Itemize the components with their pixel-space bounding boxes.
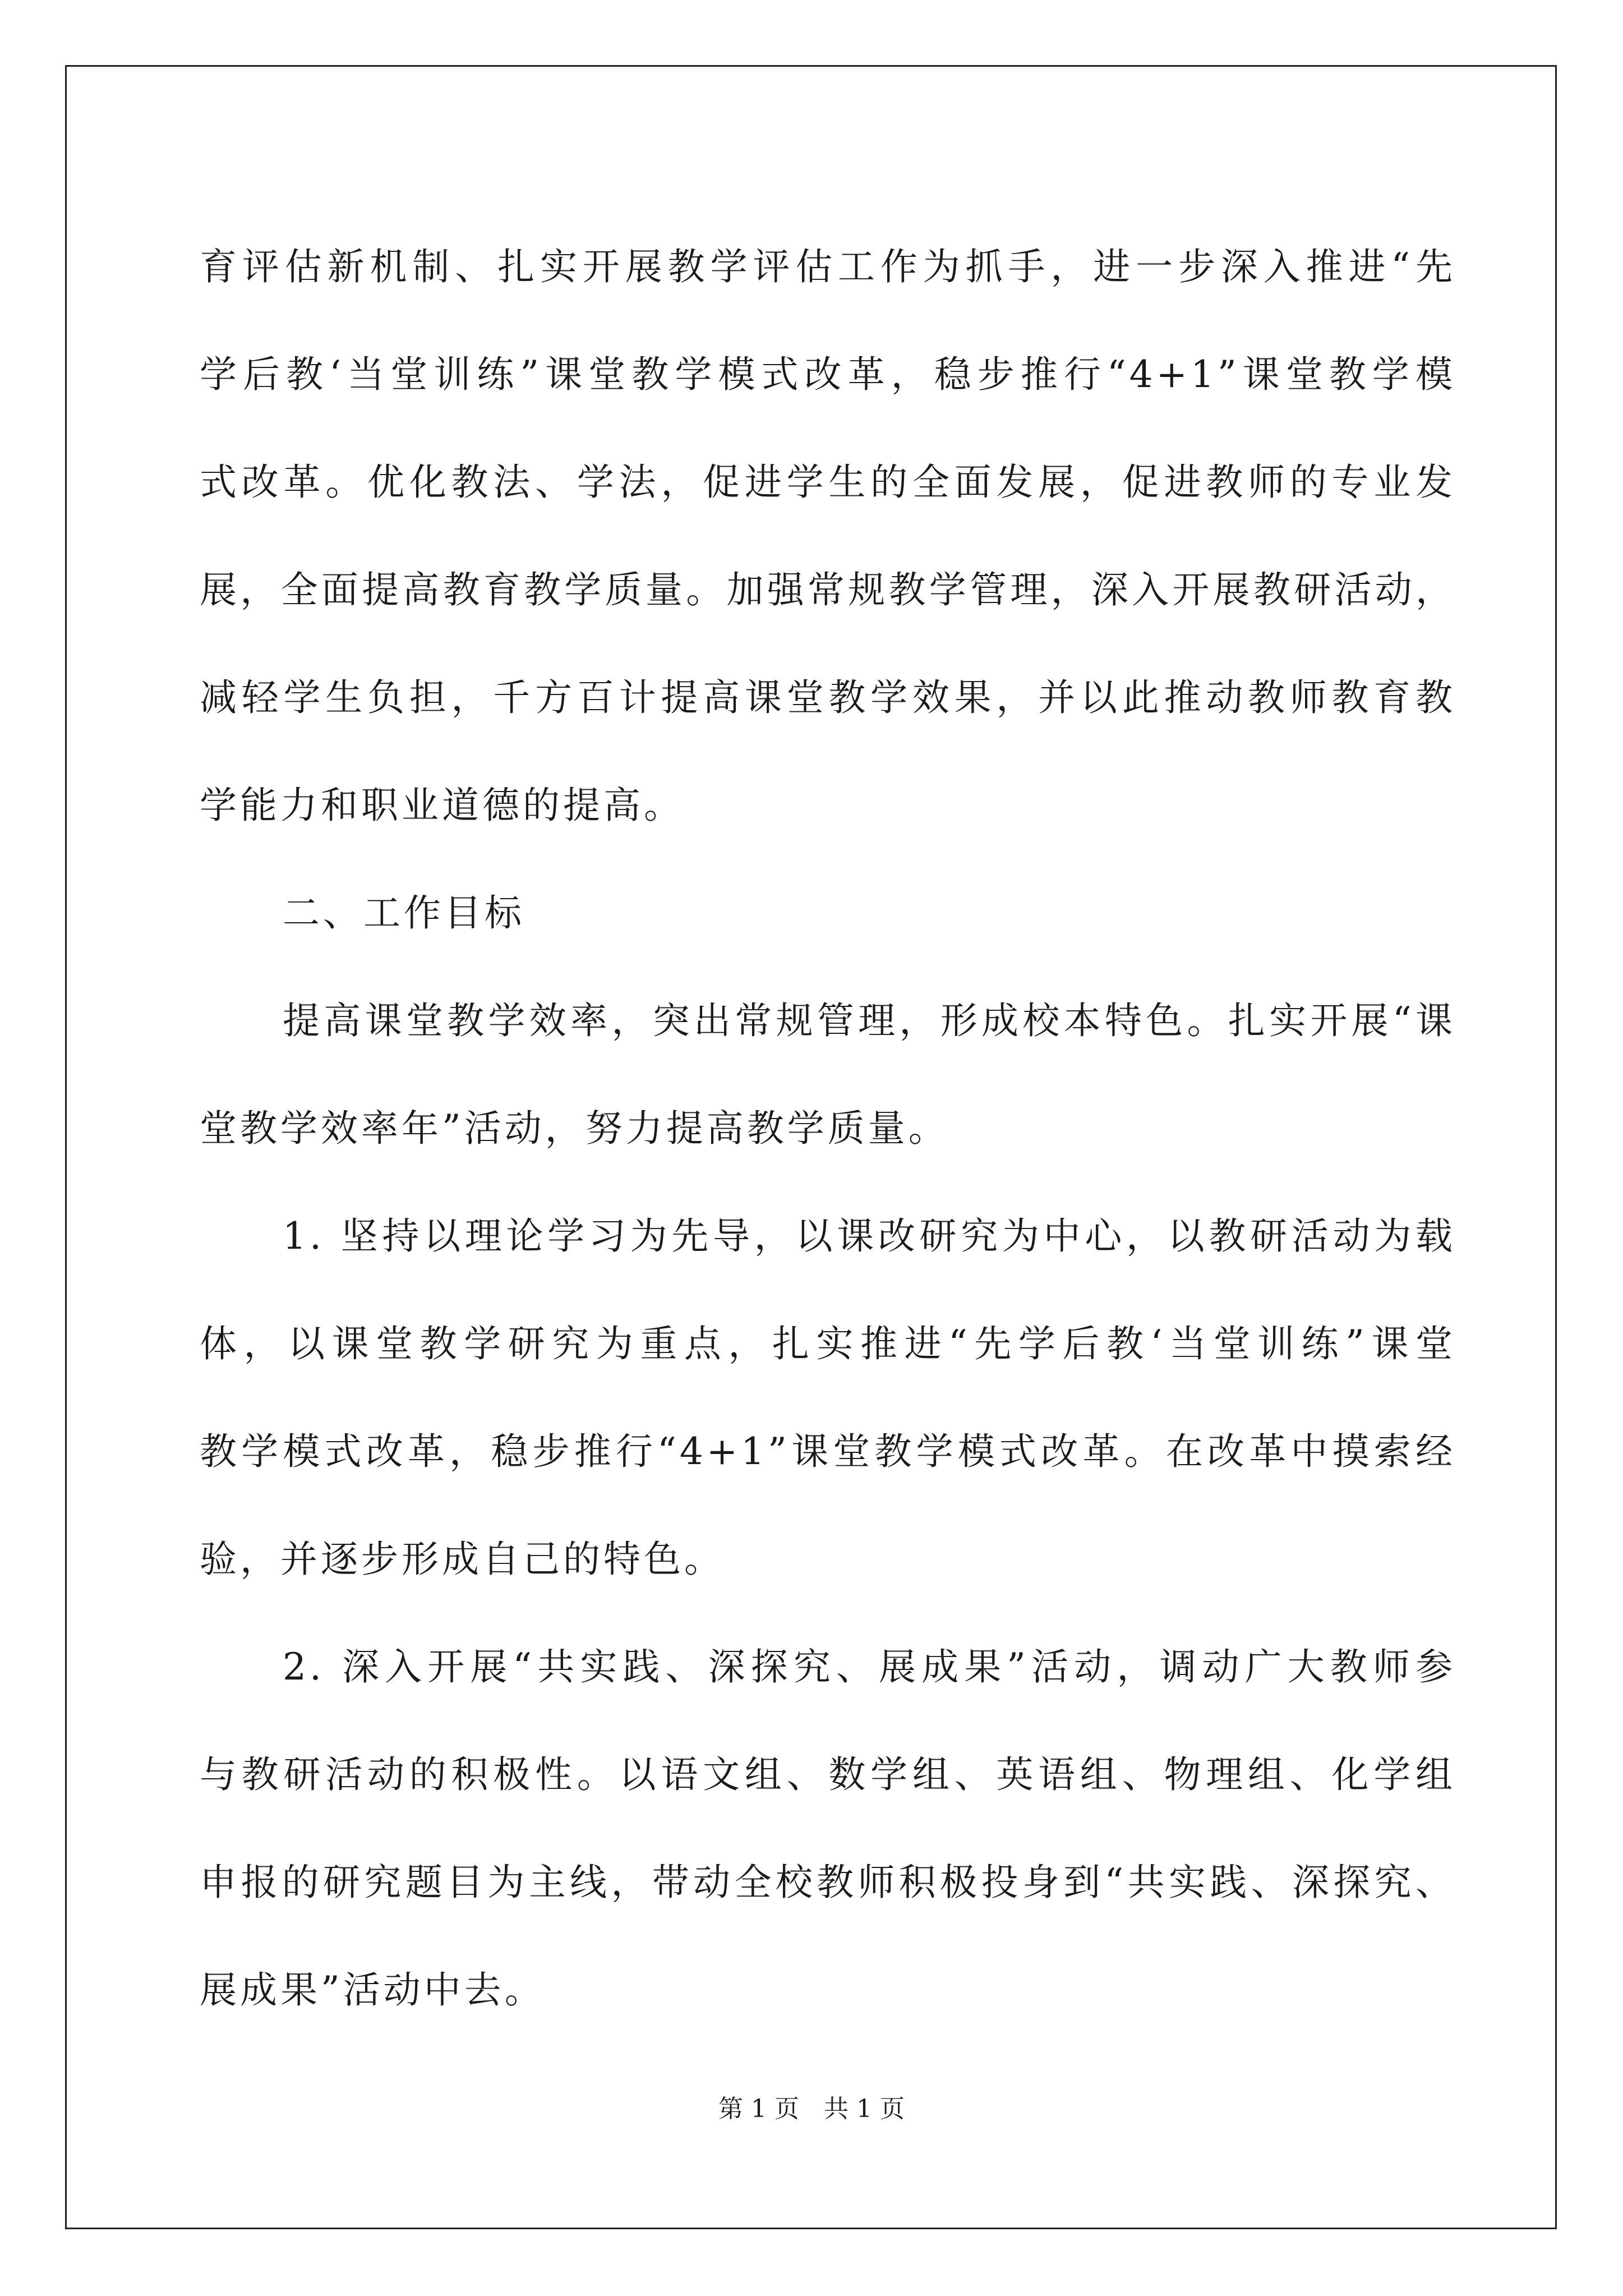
text-line: 减轻学生负担，千方百计提高课堂教学效果，并以此推动教师教育教 — [200, 676, 1456, 719]
text-line: 学后教‘当堂训练”课堂教学模式改革，稳步推行“4+1”课堂教学模 — [200, 353, 1456, 396]
text-line: 二、工作目标 — [283, 891, 525, 935]
page-footer — [0, 2092, 1623, 2126]
text-line: 2. 深入开展“共实践、深探究、展成果”活动，调动广大教师参 — [283, 1645, 1456, 1688]
text-line: 展，全面提高教育教学质量。加强常规教学管理，深入开展教研活动， — [200, 568, 1456, 611]
text-line: 1. 坚持以理论学习为先导，以课改研究为中心，以教研活动为载 — [283, 1214, 1456, 1258]
text-line: 体，以课堂教学研究为重点，扎实推进“先学后教‘当堂训练”课堂 — [200, 1322, 1456, 1365]
text-line: 验，并逐步形成自己的特色。 — [200, 1538, 725, 1581]
text-line: 展成果”活动中去。 — [200, 1968, 545, 2012]
text-line: 式改革。优化教法、学法，促进学生的全面发展，促进教师的专业发 — [200, 461, 1456, 504]
text-line: 堂教学效率年”活动，努力提高教学质量。 — [200, 1107, 949, 1150]
text-line: 与教研活动的积极性。以语文组、数学组、英语组、物理组、化学组 — [200, 1753, 1456, 1796]
text-line: 育评估新机制、扎实开展教学评估工作为抓手，进一步深入推进“先 — [200, 245, 1456, 288]
page-number: 第 1 页 — [718, 2095, 799, 2123]
text-line: 申报的研究题目为主线，带动全校教师积极投身到“共实践、深探究、 — [200, 1861, 1456, 1904]
text-line: 教学模式改革，稳步推行“4+1”课堂教学模式改革。在改革中摸索经 — [200, 1430, 1456, 1473]
total-pages: 共 1 页 — [824, 2095, 905, 2123]
document-body — [200, 213, 1456, 2044]
text-line: 学能力和职业道德的提高。 — [200, 784, 684, 827]
text-line: 提高课堂教学效率，突出常规管理，形成校本特色。扎实开展“课 — [283, 999, 1456, 1042]
